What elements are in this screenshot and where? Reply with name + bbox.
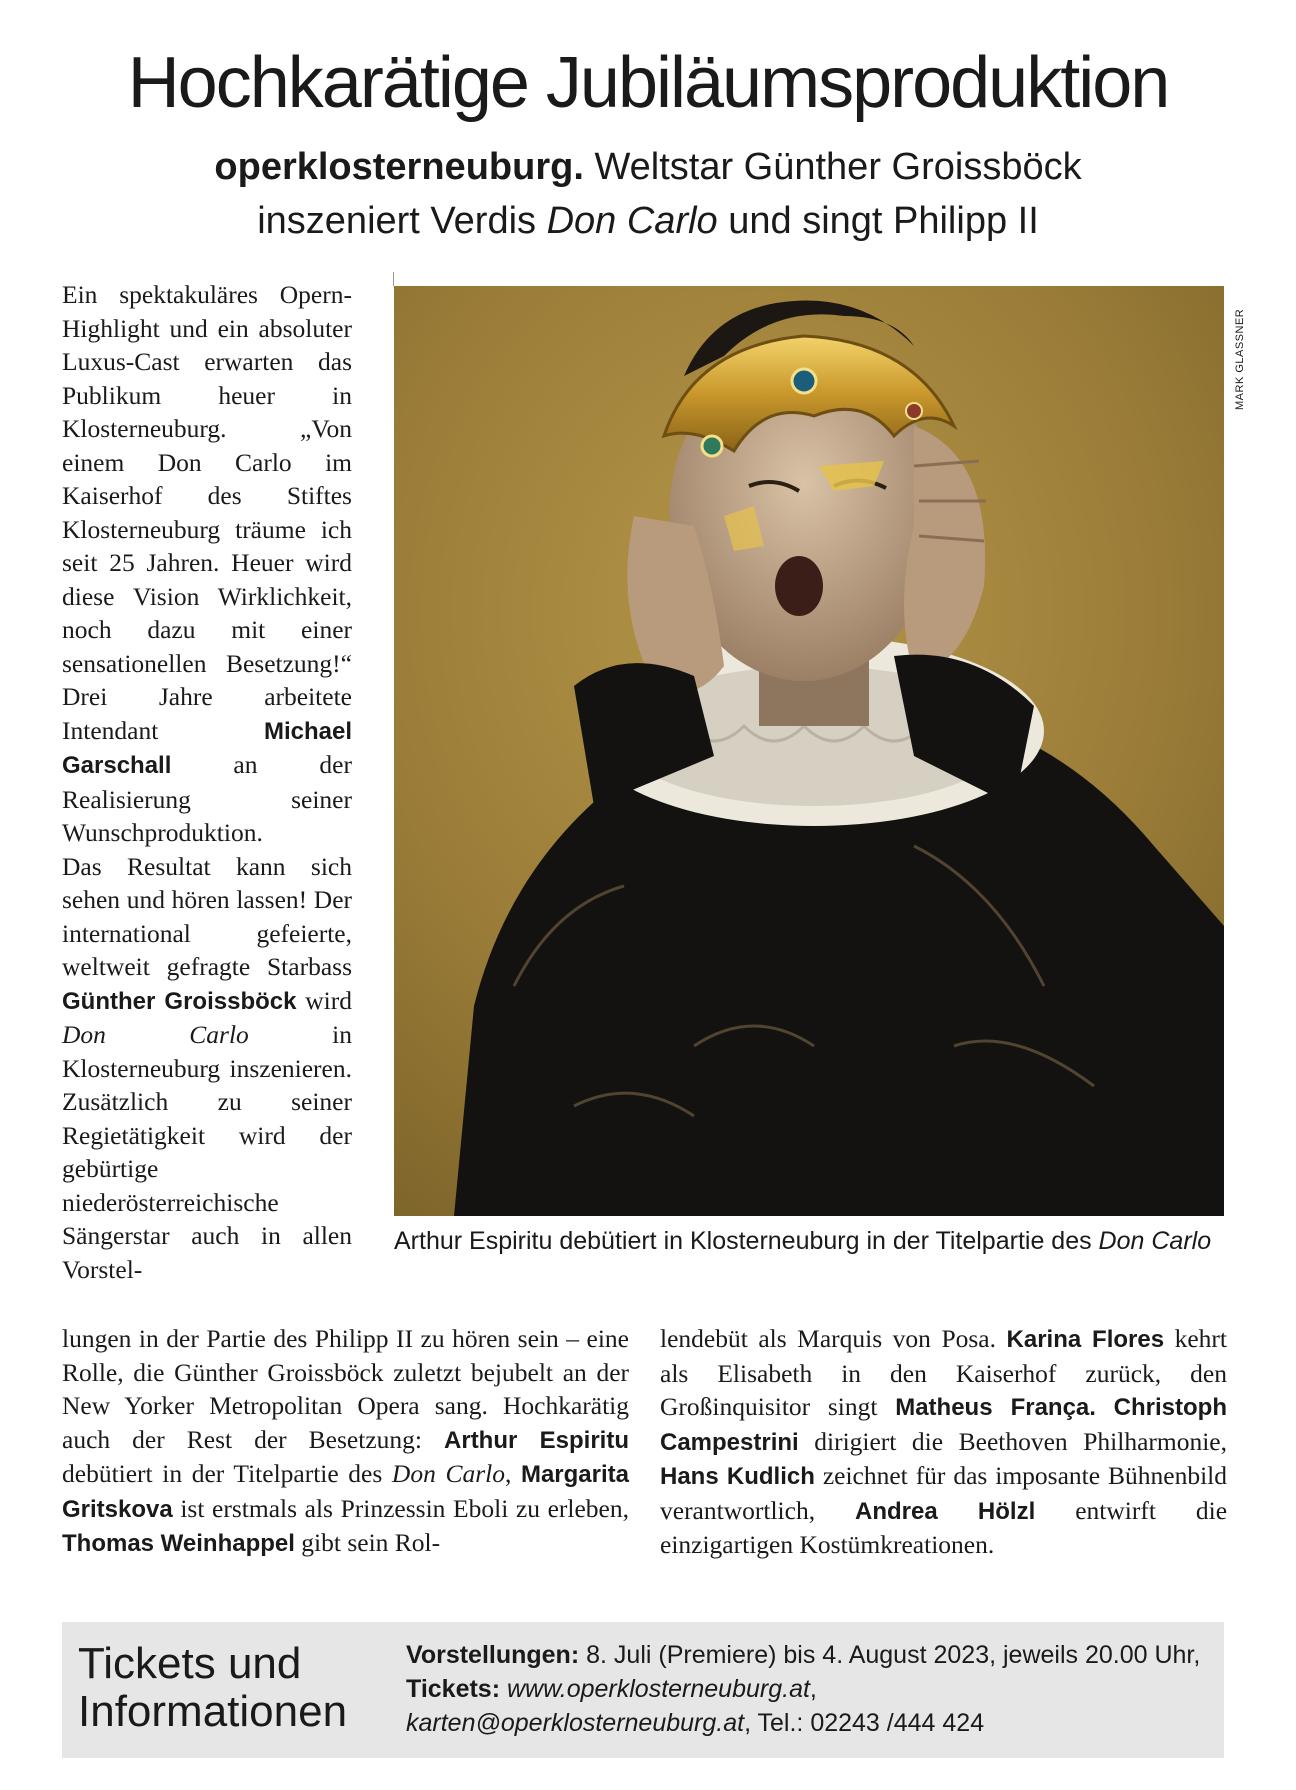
subhead-line2a: inszeniert Verdis: [257, 200, 547, 242]
photo-caption: [394, 1224, 1224, 1259]
article-column-1: [62, 278, 352, 1286]
body-text: kehrt als Elisabeth in den Kaiserhof zurück, den Großinquisitor singt: [660, 1324, 1227, 1421]
caption-text: Arthur Espiritu debütiert in Klosterneuburg in der Titelpartie des: [394, 1227, 1099, 1255]
body-text: [1096, 1392, 1114, 1421]
body-text: debütiert in der Titelpartie des: [62, 1459, 392, 1488]
name-groissbock: Günther Groissböck: [62, 987, 297, 1015]
body-text: Ein spektakuläres Opern-Highlight und ein absoluter Luxus-Cast erwarten das Publikum heuer in Klosterneuburg. „Von einem Don Carlo im Kaiserhof des Stiftes Klosterneuburg träume ich seit 25 Jahren. Heuer wird diese Vision Wirklichkeit, noch dazu mit einer sensationellen Besetzung!“ Drei Jahre arbeitete Intendant: [62, 280, 352, 745]
name-holzl: Andrea Hölzl: [855, 1497, 1036, 1525]
photo-credit-text: MARK GLASSNER: [1234, 308, 1246, 410]
name-franca: Matheus França.: [895, 1394, 1096, 1421]
name-garschall: Michael Garschall: [62, 717, 352, 779]
photo-credit: [1234, 300, 1250, 410]
subhead-line2b: und singt Philipp II: [717, 200, 1039, 242]
tickets-info-box: [62, 1622, 1224, 1758]
info-box-body: [406, 1638, 1206, 1740]
info-title-line1: Tickets und: [78, 1639, 302, 1688]
performances-text: 8. Juli (Premiere) bis 4. August 2023, jeweils 20.00 Uhr,: [579, 1641, 1201, 1669]
info-title-line2: Informationen: [78, 1687, 348, 1736]
body-text: Das Resultat kann sich sehen und hören lassen! Der international gefeierte, weltweit gefragte Starbass: [62, 851, 352, 981]
name-espiritu: Arthur Espiritu: [444, 1426, 629, 1454]
phone-number: , Tel.: 02243 /444 424: [744, 1709, 985, 1737]
body-text: entwirft die einzigartigen Kostümkreationen.: [660, 1495, 1228, 1559]
body-text: lendebüt als Marquis von Posa.: [660, 1324, 1007, 1353]
body-text: zeichnet für das imposante Bühnenbild verantwortlich,: [660, 1461, 1227, 1525]
subheadline: [0, 140, 1296, 248]
name-weinhappel: Thomas Weinhappel: [62, 1530, 295, 1557]
separator: ,: [809, 1675, 817, 1703]
subhead-opera-title: Don Carlo: [546, 200, 718, 242]
body-text: ist erstmals als Prinzessin Eboli zu erleben,: [172, 1493, 629, 1523]
article-column-3: [660, 1322, 1227, 1562]
name-flores: Karina Flores: [1006, 1326, 1165, 1353]
name-kudlich: Hans Kudlich: [660, 1463, 815, 1490]
tickets-label: Tickets:: [406, 1675, 501, 1703]
tickets-email-link[interactable]: karten@operklosterneuburg.at: [406, 1709, 745, 1737]
subhead-line1: Weltstar Günther Groissböck: [583, 146, 1082, 188]
caption-opera-title: Don Carlo: [1098, 1227, 1212, 1255]
photo-rule: [393, 272, 394, 286]
body-text: in Klosterneuburg inszenieren. Zusätzlich zu seiner Regietätigkeit wird der gebürtige niederösterreichische Sängerstar auch in allen Vorstel-: [62, 1020, 352, 1284]
tickets-website-link[interactable]: www.operklosterneuburg.at: [500, 1675, 810, 1703]
subhead-kicker: operklosterneuburg.: [214, 146, 584, 188]
info-box-title: [78, 1640, 347, 1736]
opera-title: Don Carlo: [391, 1459, 505, 1488]
headline: Hochkarätige Jubiläumsproduktion: [127, 43, 1169, 123]
body-text: dirigiert die Beethoven Philharmonie,: [798, 1426, 1227, 1456]
name-campestrini: Christoph Campestrini: [660, 1394, 1227, 1456]
body-text: ,: [504, 1459, 521, 1488]
article-column-2: [62, 1322, 629, 1561]
performances-label: Vorstellungen:: [406, 1641, 580, 1669]
body-text: an der Realisierung seiner Wunschproduktion.: [62, 750, 352, 847]
opera-title: Don Carlo: [62, 1020, 249, 1049]
performer-illustration: [394, 286, 1224, 1216]
body-text: lungen in der Partie des Philipp II zu hören sein – eine Rolle, die Günther Groissböck zuletzt bejubelt an der New Yorker Metropolitan Opera sang. Hochkarätig auch der Rest der Besetzung:: [62, 1324, 629, 1454]
body-text: wird: [296, 985, 352, 1015]
performer-photo: [394, 286, 1224, 1216]
body-text: gibt sein Rol-: [294, 1528, 441, 1557]
name-gritskova: Margarita Gritskova: [62, 1461, 630, 1523]
